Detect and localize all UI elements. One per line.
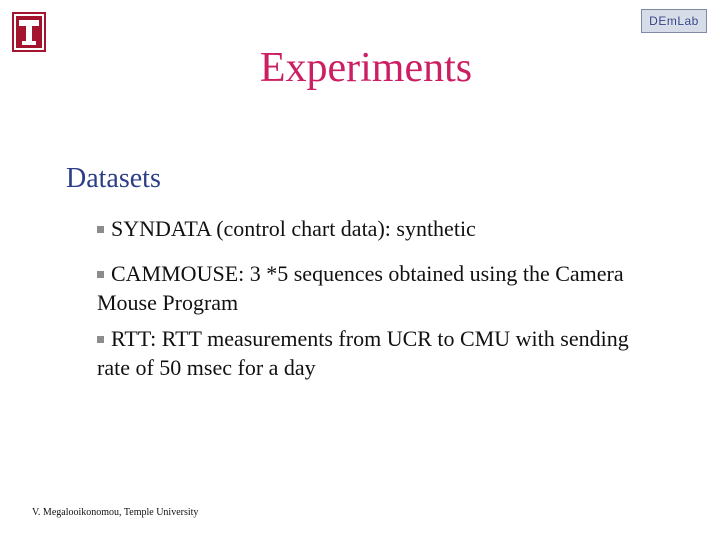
square-bullet-icon [97, 226, 104, 233]
slide-title: Experiments [259, 45, 473, 91]
bullet-text: RTT: RTT measurements from UCR to CMU with sending rate of 50 msec for a day [97, 326, 629, 380]
bullet-text: CAMMOUSE: 3 *5 sequences obtained using the Camera Mouse Program [97, 261, 624, 315]
list-item [97, 214, 657, 243]
bullet-text: SYNDATA (control chart data): synthetic [111, 216, 476, 241]
lab-logo [641, 9, 707, 33]
square-bullet-icon [97, 271, 104, 278]
lab-logo-text: DEmLab [649, 14, 699, 28]
footer-credit: V. Megalooikonomou, Temple University [32, 507, 199, 518]
square-bullet-icon [97, 336, 104, 343]
section-heading: Datasets [66, 163, 161, 194]
list-item [97, 259, 657, 317]
list-item [97, 324, 657, 382]
bullet-list [97, 214, 657, 389]
